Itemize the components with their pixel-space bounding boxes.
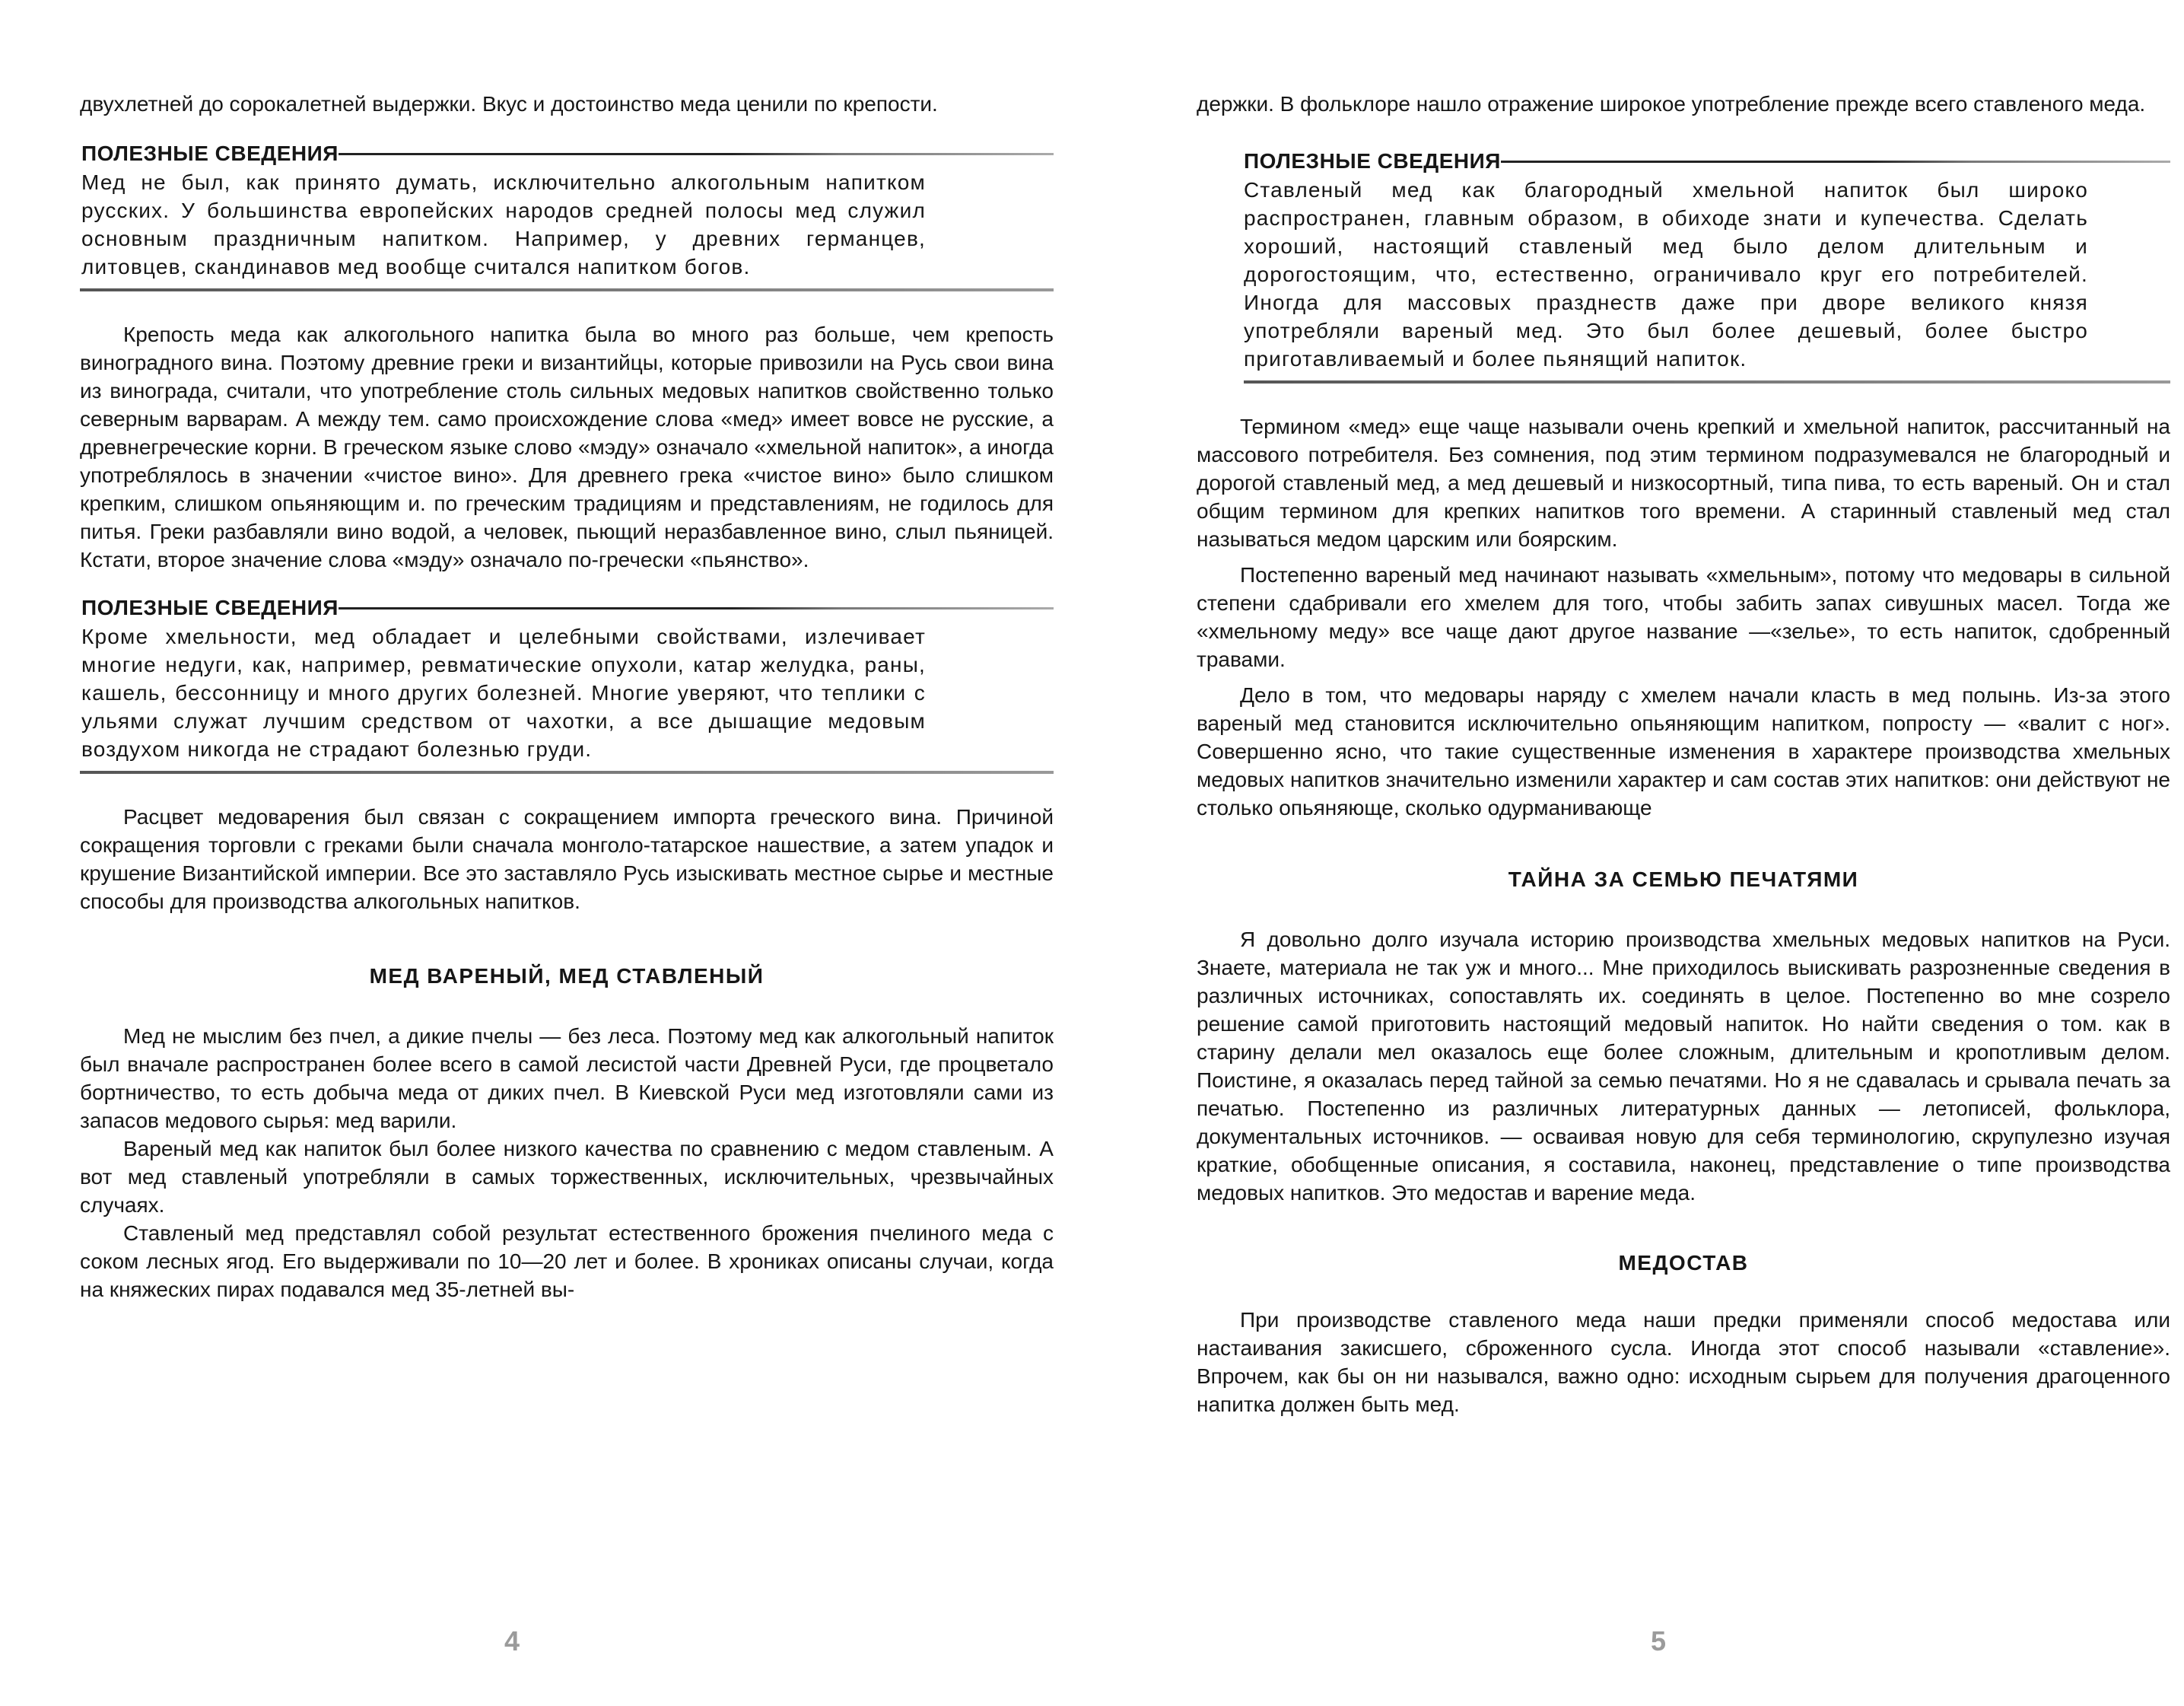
box-rule-divider	[1501, 161, 2170, 163]
left-paragraph-5: Ставленый мед представлял собой результат естественного брожения пчелиного меда с соком лесных ягод. Его выдерживали по 10—20 лет и более. В хрониках описаны случаи, когда на княжеских пирах подавался мед 35-летней вы-	[80, 1221, 1054, 1301]
left-info-box-1-title: ПОЛЕЗНЫЕ СВЕДЕНИЯ	[81, 142, 339, 165]
right-paragraph-4: Я довольно долго изучала историю производства хмельных медовых напитков на Руси. Знаете, материала не так уж и много... Мне приходилось выискивать разрозненные сведения в различных источниках, сопоставлять их. соединять в целое. Постепенно во мне созрело решение самой приготовить настоящий медовый напиток. Но найти сведения о том. как в старину делали мел оказалось еще более сложным, длительным и кропотливым делом. Поистине, я оказалась перед тайной за семью печатями. Но я не сдавалась и срывала печать за печатью. Постепенно из различных литературных данных — летописей, фольклора, документальных источников. — осваивая новую для себя терминологию, скрупулезно изучая краткие, обобщенные описания, я составила, наконец, представление о типе производства медовых напитков. Это медостав и варение меда.	[1197, 928, 2170, 1205]
right-paragraph-3: Дело в том, что медовары наряду с хмелем начали класть в мед полынь. Из-за этого вареный мед становится исключительно опьяняющим напитком, попросту — «валит с ног». Совершенно ясно, что такие существенные изменения в характере производства хмельных медовых напитков значительно изменили характер и сам состав этих напитков: они действуют не столько опьяняюще, сколько одурманивающе	[1197, 683, 2170, 820]
left-paragraph-4: Вареный мед как напиток был более низкого качества по сравнению с медом ставленым. А вот мед ставленый употребляли в самых торжественных, исключительных, чрезвычайных случаях.	[80, 1137, 1054, 1217]
right-paragraph-2: Постепенно вареный мед начинают называть «хмельным», потому что медовары в сильной степени сдабривали его хмелем для того, чтобы забить запах сивушных масел. Тогда же «хмельному меду» все чаще дают другое название —«зелье», то есть напиток, сдобренный травами.	[1197, 563, 2170, 671]
right-info-box-title: ПОЛЕЗНЫЕ СВЕДЕНИЯ	[1244, 149, 1501, 173]
left-paragraph-1: Крепость меда как алкогольного напитка была во много раз больше, чем крепость виноградного вина. Поэтому древние греки и византийцы, которые привозили на Русь свои вина из винограда, считали, что употребление столь сильных медовых напитков свойственно только северным варварам. А между тем. само происхождение слова «мед» имеет вовсе не русские, а древнегреческие корни. В греческом языке слово «мэду» означало «хмельной напиток», а иногда употреблялось в значении «чистое вино». Для древнего грека «чистое вино» было слишком крепким, слишком опьяняющим и. по греческим традициям и представлениям, не годилось для питья. Греки разбавляли вино водой, а человек, пьющий неразбавленное вино, слыл пьяницей. Кстати, второе значение слова «мэду» означало по-гречески «пьянство».	[80, 323, 1054, 571]
left-paragraph-3: Мед не мыслим без пчел, а дикие пчелы — без леса. Поэтому мед как алкогольный напиток был вначале распространен более всего в самой лесистой части Древней Руси, где процветало бортничество, то есть добыча меда от диких пчел. В Киевской Руси мед изготовляли сами из запасов медового сырья: мед варили.	[80, 1024, 1054, 1132]
box-bottom-divider	[1244, 380, 2170, 384]
left-page-number: 4	[504, 1625, 520, 1657]
left-intro-text: двухлетней до сорокалетней выдержки. Вкус и достоинство меда ценили по крепости.	[80, 92, 938, 116]
right-section-heading-1: ТАЙНА ЗА СЕМЬЮ ПЕЧАТЯМИ	[1508, 867, 1859, 891]
right-paragraph-5: При производстве ставленого меда наши предки применяли способ медостава или настаивания закисшего, сброженного сусла. Иногда этот способ называли «ставление». Впрочем, как бы он ни назывался, важно одно: исходным сырьем для получения драгоценного напитка должен быть мед.	[1197, 1308, 2170, 1416]
left-info-box-2-text: Кроме хмельности, мед обладает и целебными свойствами, излечивает многие недуги, как, например, ревматические опухоли, катар желудка, раны, кашель, бессонницу и много других болезней. Многие уверяют, что теплики с ульями служат лучшим средством от чахотки, а все дышащие медовым воздухом никогда не страдают болезнью груди.	[81, 625, 926, 761]
box-rule-divider	[339, 607, 1054, 610]
left-page	[80, 0, 1054, 1303]
right-section-heading-2: МЕДОСТАВ	[1618, 1251, 1749, 1275]
left-info-box-1	[80, 141, 1054, 296]
right-page	[1197, 0, 2170, 1426]
left-info-box-2-title: ПОЛЕЗНЫЕ СВЕДЕНИЯ	[81, 596, 339, 619]
left-section-heading: МЕД ВАРЕНЫЙ, МЕД СТАВЛЕНЫЙ	[369, 964, 765, 988]
left-info-box-2	[80, 595, 1054, 778]
left-info-box-1-text: Мед не был, как принято думать, исключительно алкогольным напитком русских. У большинства европейских народов средней полосы мед служил основным праздничным напитком. Например, у древних германцев, литовцев, скандинавов мед вообще считался напитком богов.	[81, 170, 926, 278]
right-intro-text: держки. В фольклоре нашло отражение широкое употребление прежде всего ставленого меда.	[1197, 92, 2146, 116]
right-info-box	[1197, 148, 2170, 388]
box-bottom-divider	[80, 771, 1054, 774]
box-rule-divider	[339, 153, 1054, 155]
box-bottom-divider	[80, 288, 1054, 291]
right-info-box-text: Ставленый мед как благородный хмельной напиток был широко распространен, главным образом, в обиходе знати и купечества. Сделать хороший, настоящий ставленый мед было делом длительным и дорогостоящим, что, естественно, ограничивало круг его потребителей. Иногда для массовых празднеств даже при дворе великого князя употребляли вареный мед. Это был более дешевый, более быстро приготавливаемый и более пьянящий напиток.	[1244, 178, 2088, 371]
right-page-number: 5	[1650, 1625, 1667, 1657]
right-paragraph-1: Термином «мед» еще чаще называли очень крепкий и хмельной напиток, рассчитанный на массового потребителя. Без сомнения, под этим термином подразумевался не благородный и дорогой ставленый мед, а мед дешевый и низкосортный, типа пива, то есть вареный. Он и стал общим термином для крепких напитков того времени. А старинный ставленый мед стал называться медом царским или боярским.	[1197, 415, 2170, 551]
left-paragraph-2: Расцвет медоварения был связан с сокращением импорта греческого вина. Причиной сокращения торговли с греками были сначала монголо-татарское нашествие, а затем упадок и крушение Византийской империи. Все это заставляло Русь изыскивать местное сырье и местные способы для производства алкогольных напитков.	[80, 805, 1054, 913]
